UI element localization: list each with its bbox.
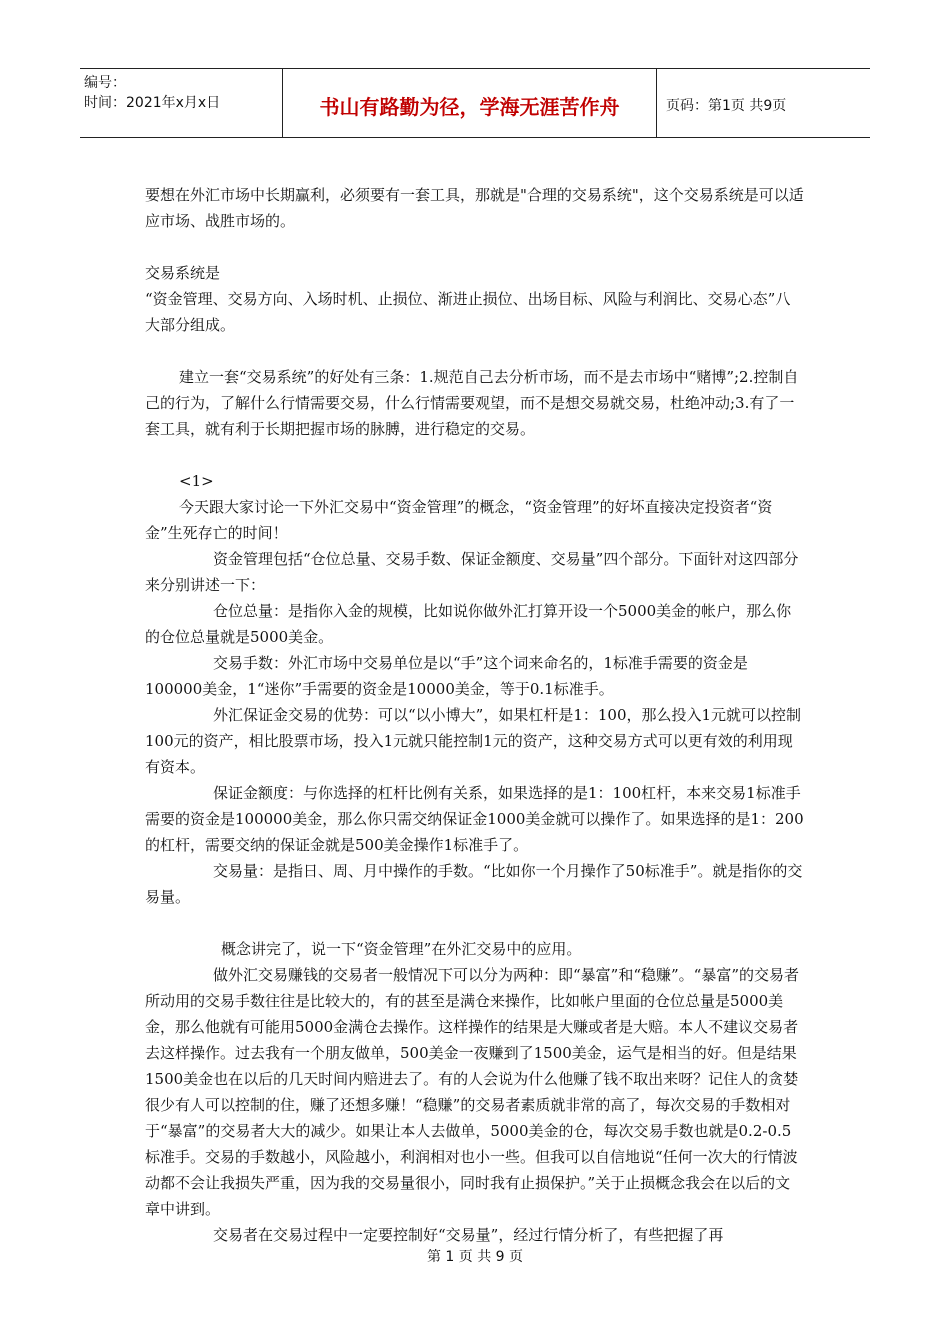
paragraph: 今天跟大家讨论一下外汇交易中“资金管理”的概念，“资金管理”的好坏直接决定投资者“资金”生死存亡的时间！ (145, 498, 773, 542)
paragraph: 要想在外汇市场中长期赢利，必须要有一套工具，那就是"合理的交易系统"，这个交易系统是可以适应市场、战胜市场的。 (145, 186, 804, 230)
document-body (145, 182, 805, 1248)
document-number-label: 编号： (84, 75, 126, 91)
header-motto: 书山有路勤为径，学海无涯苦作舟 (319, 95, 620, 119)
paragraph: 仓位总量：是指你入金的规模，比如说你做外汇打算开设一个5000美金的帐户，那么你的仓位总量就是5000美金。 (145, 602, 792, 646)
paragraph: 外汇保证金交易的优势：可以“以小博大”，如果杠杆是1：100，那么投入1元就可以控制100元的资产，相比股票市场，投入1元就只能控制1元的资产，这种交易方式可以更有效的利用现有资本。 (145, 706, 802, 776)
paragraph: 交易量：是指日、周、月中操作的手数。“比如你一个月操作了50标准手”。就是指你的交易量。 (145, 862, 803, 906)
section-marker: <1> (179, 472, 214, 490)
page-header (80, 68, 870, 138)
paragraph: 交易手数：外汇市场中交易单位是以“手”这个词来命名的，1标准手需要的资金是100000美金，1“迷你”手需要的资金是10000美金，等于0.1标准手。 (145, 654, 748, 698)
paragraph: 概念讲完了，说一下“资金管理”在外汇交易中的应用。 (221, 940, 582, 958)
page-footer: 第 1 页 共 9 页 (426, 1249, 524, 1265)
header-page-info: 页码：第1页 共9页 (666, 98, 787, 114)
paragraph: 做外汇交易赚钱的交易者一般情况下可以分为两种：即“暴富”和“稳赚”。“暴富”的交易者所动用的交易手数往往是比较大的，有的甚至是满仓来操作，比如帐户里面的仓位总量是5000美金，那么他就有可能用5000金满仓去操作。这样操作的结果是大赚或者是大赔。本人不建议交易者去这样操作。过去我有一个朋友做单，500美金一夜赚到了1500美金，运气是相当的好。但是结果1500美金也在以后的几天时间内赔进去了。有的人会说为什么他赚了钱不取出来呀？记住人的贪婪很少有人可以控制的住，赚了还想多赚！“稳赚”的交易者素质就非常的高了，每次交易的手数相对于“暴富”的交易者大大的减少。如果让本人去做单，5000美金的仓，每次交易手数也就是0.2-0.5标准手。交易的手数越小，风险越小，利润相对也小一些。但我可以自信地说“任何一次大的行情波动都不会让我损失严重，因为我的交易量很小，同时我有止损保护。”关于止损概念我会在以后的文章中讲到。 (145, 966, 800, 1218)
paragraph: “资金管理、交易方向、入场时机、止损位、渐进止损位、出场目标、风险与利润比、交易心态”八大部分组成。 (145, 290, 791, 334)
paragraph: 资金管理包括“仓位总量、交易手数、保证金额度、交易量”四个部分。下面针对这四部分来分别讲述一下： (145, 550, 799, 594)
paragraph: 交易者在交易过程中一定要控制好“交易量”，经过行情分析了，有些把握了再 (213, 1226, 724, 1244)
header-divider (656, 69, 657, 137)
paragraph: 建立一套“交易系统”的好处有三条：1.规范自己去分析市场，而不是去市场中“赌博”;2.控制自己的行为，了解什么行情需要交易，什么行情需要观望，而不是想交易就交易，杜绝冲动;3.有了一套工具，就有利于长期把握市场的脉膊，进行稳定的交易。 (145, 368, 799, 438)
paragraph: 交易系统是 (145, 264, 221, 282)
paragraph: 保证金额度：与你选择的杠杆比例有关系，如果选择的是1：100杠杆，本来交易1标准手需要的资金是100000美金，那么你只需交纳保证金1000美金就可以操作了。如果选择的是1：200的杠杆，需要交纳的保证金就是500美金操作1标准手了。 (145, 784, 804, 854)
document-date-label: 时间：2021年x月x日 (84, 95, 221, 111)
header-meta (84, 73, 220, 113)
